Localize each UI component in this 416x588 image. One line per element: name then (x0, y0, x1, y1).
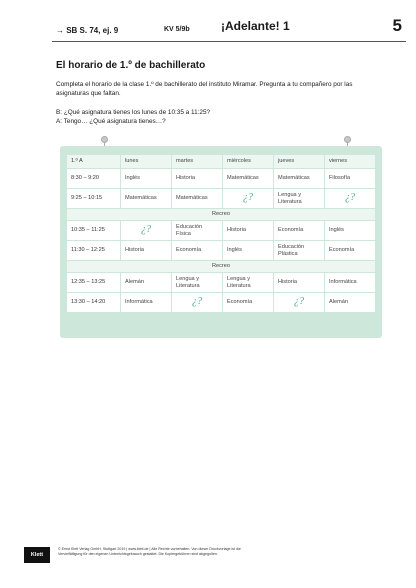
question-mark-icon: ¿? (243, 192, 253, 203)
missing-subject-blank (274, 293, 325, 313)
subject-cell: Lengua y Literatura (172, 273, 223, 293)
subject-cell: Alemán (325, 293, 376, 313)
subject-cell: Matemáticas (121, 189, 172, 209)
subject-cell: Inglés (325, 221, 376, 241)
time-slot: 10:35 – 11:25 (67, 221, 121, 241)
subject-cell: Historia (274, 273, 325, 293)
timetable-row (67, 241, 376, 261)
copyright-notice: © Ernst Klett Verlag GmbH, Stuttgart 2019 | www.klett.de | Alle Rechte vorbehalten. Von dieser Druckvorlage ist die Vervielfältigung für den eigenen Unterrichtsgebrauch gestattet. Die Kopiergebühren sind abgegolten. (58, 547, 241, 556)
klett-logo: Klett (24, 547, 50, 563)
book-title: ¡Adelante! 1 (221, 19, 290, 33)
question-mark-icon: ¿? (141, 224, 151, 235)
subject-cell: Matemáticas (172, 189, 223, 209)
worksheet-code: KV 5/9b (164, 26, 190, 33)
subject-cell: Filosofía (325, 169, 376, 189)
day-header-3: jueves (274, 155, 325, 169)
subject-cell: Economía (325, 241, 376, 261)
missing-subject-blank (325, 189, 376, 209)
subject-cell: Matemáticas (223, 169, 274, 189)
subject-cell: Educación Física (172, 221, 223, 241)
subject-cell: Economía (223, 293, 274, 313)
subject-cell: Inglés (121, 169, 172, 189)
subject-cell: Economía (274, 221, 325, 241)
subject-cell: Historia (121, 241, 172, 261)
day-header-4: viernes (325, 155, 376, 169)
pin-left-icon (101, 136, 108, 143)
dialogue-line-a: A: Tengo… ¿Qué asignatura tienes…? (56, 118, 166, 125)
subject-cell: Informática (121, 293, 172, 313)
break-row (67, 209, 376, 221)
question-mark-icon: ¿? (192, 296, 202, 307)
question-mark-icon: ¿? (345, 192, 355, 203)
page-header (56, 16, 406, 40)
subject-cell: Educación Plástica (274, 241, 325, 261)
time-slot: 8:30 – 9:20 (67, 169, 121, 189)
missing-subject-blank (223, 189, 274, 209)
timetable-row (67, 189, 376, 209)
timetable-row (67, 273, 376, 293)
day-header-1: martes (172, 155, 223, 169)
missing-subject-blank (172, 293, 223, 313)
pin-right-icon (344, 136, 351, 143)
day-header-0: lunes (121, 155, 172, 169)
student-book-reference: → SB S. 74, ej. 9 (56, 26, 119, 35)
dialogue-line-b: B: ¿Qué asignatura tienes los lunes de 10:35 a 11:25? (56, 109, 211, 116)
timetable-row (67, 221, 376, 241)
subject-cell: Economía (172, 241, 223, 261)
question-mark-icon: ¿? (294, 296, 304, 307)
time-slot: 9:25 – 10:15 (67, 189, 121, 209)
subject-cell: Alemán (121, 273, 172, 293)
time-slot: 13:30 – 14:20 (67, 293, 121, 313)
break-label: Recreo (67, 209, 376, 221)
time-slot: 12:35 – 13:25 (67, 273, 121, 293)
page-number: 5 (392, 16, 402, 35)
subject-cell: Historia (223, 221, 274, 241)
timetable-row (67, 169, 376, 189)
missing-subject-blank (121, 221, 172, 241)
exercise-title: El horario de 1.º de bachillerato (56, 60, 206, 71)
time-slot: 11:30 – 12:25 (67, 241, 121, 261)
class-label: 1.º A (67, 155, 121, 169)
subject-cell: Inglés (223, 241, 274, 261)
subject-cell: Lengua y Literatura (223, 273, 274, 293)
timetable-board (60, 146, 382, 338)
timetable (66, 154, 376, 313)
subject-cell: Lengua y Literatura (274, 189, 325, 209)
day-header-2: miércoles (223, 155, 274, 169)
header-divider (52, 41, 406, 42)
break-label: Recreo (67, 261, 376, 273)
subject-cell: Matemáticas (274, 169, 325, 189)
timetable-header-row (67, 155, 376, 169)
subject-cell: Informática (325, 273, 376, 293)
subject-cell: Historia (172, 169, 223, 189)
exercise-instruction: Completa el horario de la clase 1.º de bachillerato del instituto Miramar. Pregunta a tu compañero por las asignaturas que faltan. (56, 81, 353, 97)
break-row (67, 261, 376, 273)
timetable-row (67, 293, 376, 313)
